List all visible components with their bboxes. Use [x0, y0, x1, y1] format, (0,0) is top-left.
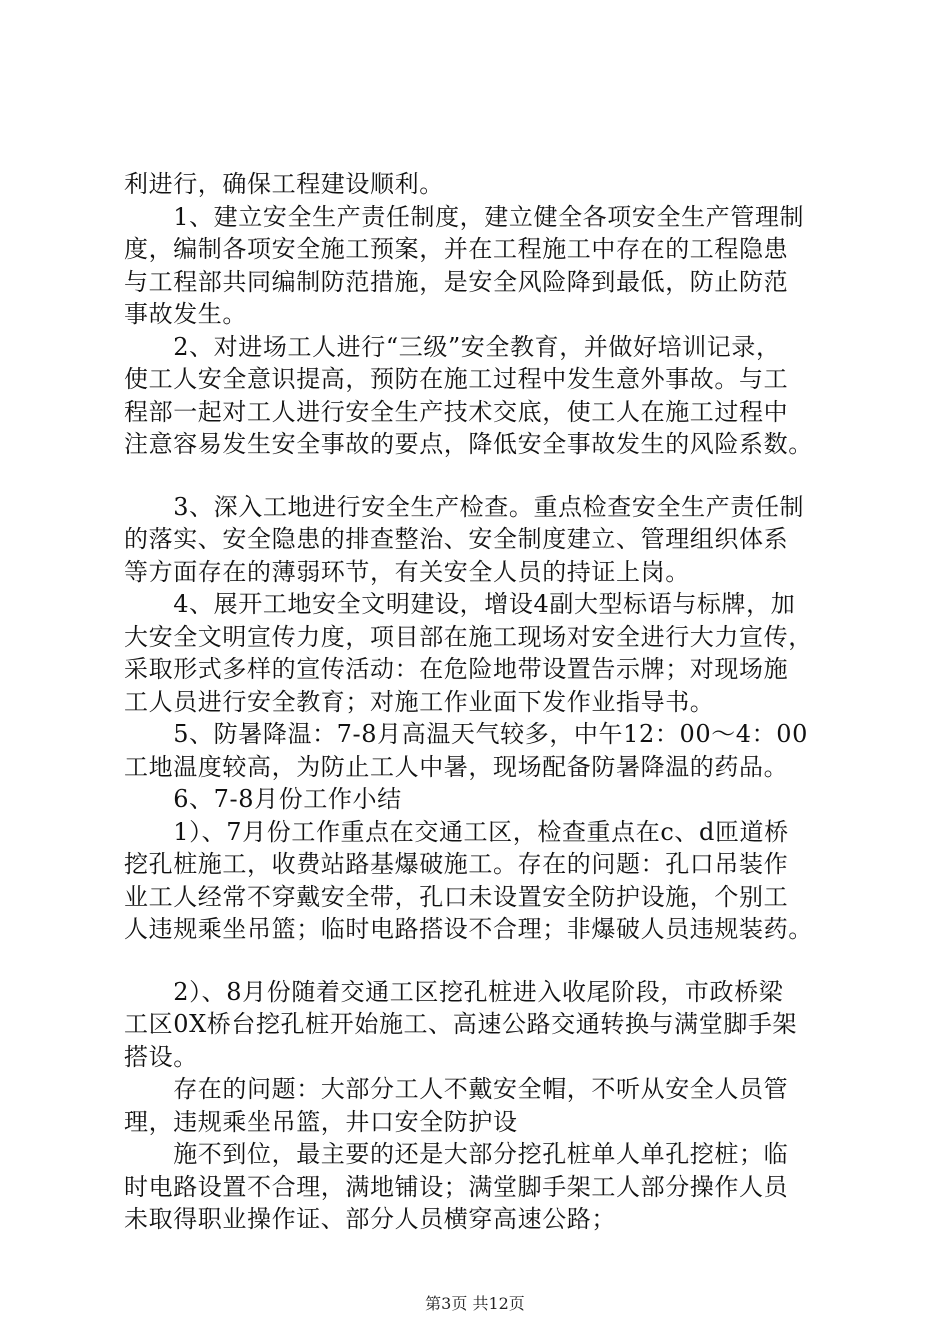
text-line: 工地温度较高，为防止工人中暑，现场配备防暑降温的药品。: [124, 752, 789, 781]
text-line: 利进行，确保工程建设顺利。: [124, 170, 444, 198]
text-line: 2）、8月份随着交通工区挖孔桩进入收尾阶段，市政桥梁: [124, 977, 784, 1006]
text-line: 理，违规乘坐吊篮，井口安全防护设: [124, 1107, 518, 1136]
document-body: [124, 168, 836, 1236]
text-line: 注意容易发生安全事故的要点，降低安全事故发生的风险系数。: [124, 430, 813, 458]
text-line: 工区0X桥台挖孔桩开始施工、高速公路交通转换与满堂脚手架: [124, 1010, 798, 1038]
text-line: 采取形式多样的宣传活动：在危险地带设置告示牌；对现场施: [124, 655, 789, 683]
text-line: 2、对进场工人进行“三级”安全教育，并做好培训记录，: [124, 332, 781, 361]
text-line: 与工程部共同编制防范措施，是安全风险降到最低，防止防范: [124, 267, 789, 296]
text-line: 等方面存在的薄弱环节，有关安全人员的持证上岗。: [124, 557, 690, 586]
paragraph-gap: [124, 946, 836, 976]
paragraph-gap: [124, 461, 836, 491]
text-line: 业工人经常不穿戴安全带，孔口未设置安全防护设施，个别工: [124, 882, 789, 911]
text-line: 人违规乘坐吊篮；临时电路搭设不合理；非爆破人员违规装药。: [124, 915, 813, 943]
text-line: 使工人安全意识提高，预防在施工过程中发生意外事故。与工: [124, 365, 789, 393]
text-line: 程部一起对工人进行安全生产技术交底，使工人在施工过程中: [124, 397, 789, 426]
text-line: 存在的问题：大部分工人不戴安全帽，不听从安全人员管: [124, 1075, 789, 1103]
text-line: 度，编制各项安全施工预案，并在工程施工中存在的工程隐患: [124, 235, 789, 263]
text-line: 5、防暑降温：7-8月高温天气较多，中午12：00～4：00: [124, 720, 809, 748]
text-line: 工人员进行安全教育；对施工作业面下发作业指导书。: [124, 687, 715, 716]
text-line: 时电路设置不合理，满地铺设；满堂脚手架工人部分操作人员: [124, 1172, 789, 1201]
text-line: 事故发生。: [124, 300, 247, 328]
page-footer: 第3页 共12页: [425, 1294, 525, 1313]
text-line: 未取得职业操作证、部分人员横穿高速公路；: [124, 1205, 616, 1233]
text-line: 大安全文明宣传力度，项目部在施工现场对安全进行大力宣传，: [124, 622, 813, 651]
text-line: 施不到位，最主要的还是大部分挖孔桩单人单孔挖桩；临: [124, 1140, 789, 1168]
text-line: 4、展开工地安全文明建设，增设4副大型标语与标牌，加: [124, 590, 796, 618]
text-line: 1、建立安全生产责任制度，建立健全各项安全生产管理制: [124, 202, 805, 231]
text-line: 1）、7月份工作重点在交通工区，检查重点在c、d匝道桥: [124, 817, 789, 846]
text-line: 的落实、安全隐患的排查整治、安全制度建立、管理组织体系: [124, 525, 789, 553]
text-line: 3、深入工地进行安全生产检查。重点检查安全生产责任制: [124, 492, 805, 521]
text-line: 6、7-8月份工作小结: [124, 785, 402, 813]
text-line: 挖孔桩施工，收费站路基爆破施工。存在的问题：孔口吊装作: [124, 850, 789, 878]
text-line: 搭设。: [124, 1042, 198, 1071]
